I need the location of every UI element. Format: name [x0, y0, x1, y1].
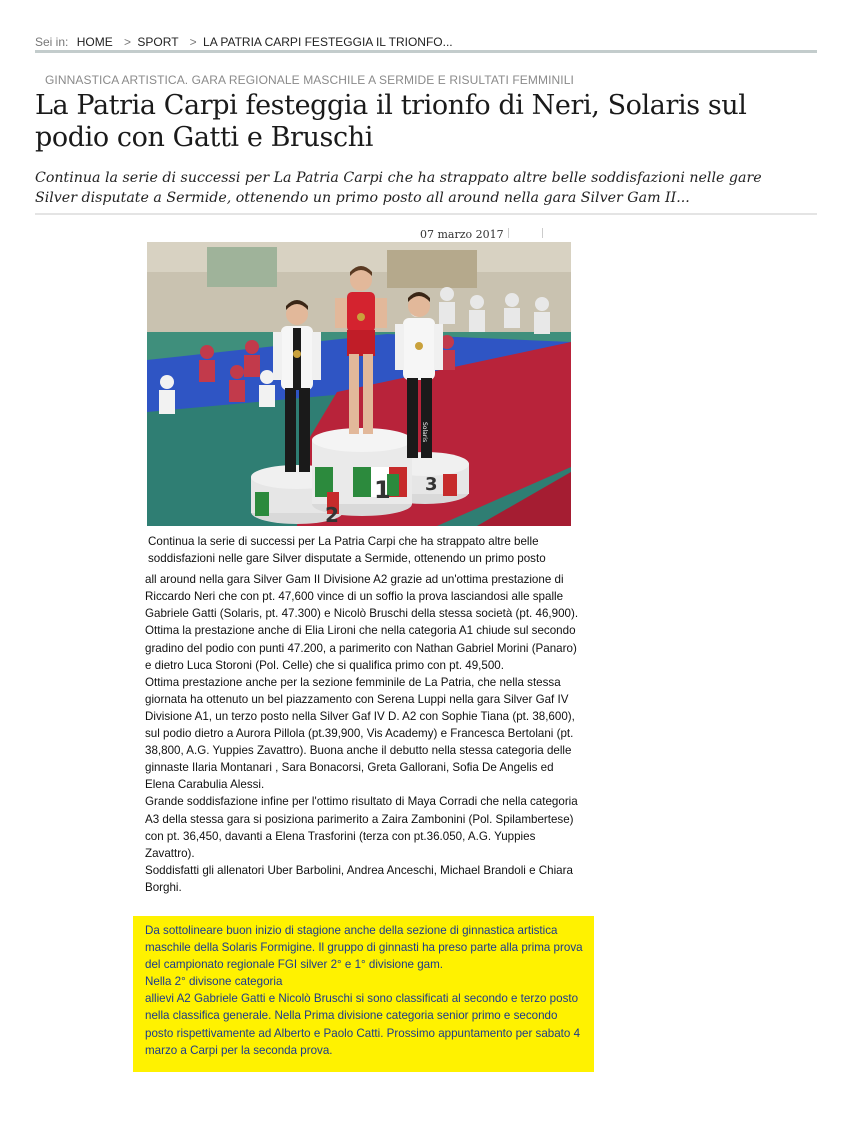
- highlight-paragraph: allievi A2 Gabriele Gatti e Nicolò Bruschi si sono classificati al secondo e terzo posto nella classifica generale. Nella Prima divisione categoria senior primo e secondo posto rispettivamente ad Alberto e Paolo Catti. Prossimo appuntamento per sabato 4 marzo a Carpi per la seconda prova.: [145, 992, 581, 1057]
- highlight-text: [145, 922, 585, 1059]
- body-paragraph: Ottima prestazione anche per la sezione femminile de La Patria, che nella stessa giornata ha ottenuto un bel piazzamento con Serena Luppi nella gara Silver Gaf IV Divisione A1, un terzo posto nella Silver Gaf IV D. A2 con Sophie Tiana (pt. 38,600), sul podio dietro a Aurora Pillola (pt.39,900, Vis Academy) e Francesca Bertolani (pt. 38,800, A.G. Yuppies Zavattro). Buona anche il debutto nella stessa categoria delle ginnaste Ilaria Montanari , Sara Bonacorsi, Greta Gallorani, Sofia De Angelis ed Elena Carabulia Alessi.: [145, 675, 575, 792]
- podium-number-1: 1: [374, 476, 391, 504]
- podium-number-2: 2: [325, 503, 339, 526]
- body-paragraph: Continua la serie di successi per La Patria Carpi che ha strappato altre belle soddisfazioni nelle gare Silver disputate a Sermide, ottenendo un primo posto: [148, 535, 546, 566]
- breadcrumb: [35, 35, 817, 49]
- breadcrumb-separator: >: [124, 35, 132, 49]
- shirt-text: Solaris: [421, 422, 428, 443]
- breadcrumb-lead: Sei in:: [35, 35, 69, 49]
- article-photo: [147, 242, 571, 526]
- highlight-paragraph: Nella 2° divisone categoria: [145, 975, 283, 989]
- article-kicker: GINNASTICA ARTISTICA. GARA REGIONALE MASCHILE A SERMIDE E RISULTATI FEMMINILI: [45, 73, 574, 87]
- breadcrumb-sport-link[interactable]: SPORT: [137, 35, 179, 49]
- article-date: 07 marzo 2017: [420, 228, 504, 241]
- body-paragraph: Soddisfatti gli allenatori Uber Barbolini, Andrea Anceschi, Michael Brandoli e Chiara Borghi.: [145, 863, 573, 894]
- breadcrumb-separator: >: [189, 35, 197, 49]
- article-subtitle: Continua la serie di successi per La Patria Carpi che ha strappato altre belle soddisfazioni nelle gare Silver disputate a Sermide, ottenendo un primo posto all around nella gara Silver Gam II...: [35, 170, 762, 206]
- breadcrumb-current: LA PATRIA CARPI FESTEGGIA IL TRIONFO...: [203, 35, 453, 49]
- header-divider: [35, 50, 817, 53]
- subtitle-divider: [35, 213, 817, 215]
- body-paragraph: all around nella gara Silver Gam II Divisione A2 grazie ad un'ottima prestazione di Riccardo Neri che con pt. 47,600 vince di un soffio la prova lasciandosi alle spalle Gabriele Gatti (Solaris, pt. 47.300) e Nicolò Bruschi della stessa società (pt. 46,900). Ottima la prestazione anche di Elia Lironi che nella categoria A1 chiude sul secondo gradino del podio con punti 47.200, a parimerito con Nathan Gabriel Morini (Panaro) e dietro Luca Storoni (Pol. Celle) che si qualifica primo con pt. 49,500.: [145, 573, 579, 672]
- podium-number-3: 3: [425, 474, 438, 495]
- date-separator: [542, 228, 543, 238]
- article-title: La Patria Carpi festeggia il trionfo di Neri, Solaris sul podio con Gatti e Bruschi: [35, 90, 747, 153]
- article-body: [145, 533, 585, 896]
- body-paragraph: Grande soddisfazione infine per l'ottimo risultato di Maya Corradi che nella categoria A3 della stessa gara si posiziona parimerito a Zaira Zambonini (Pol. Spilambertese) con pt. 36,450, davanti a Elena Trasforini (terza con pt.36.050, A.G. Yuppies Zavattro).: [145, 795, 578, 860]
- breadcrumb-home-link[interactable]: HOME: [76, 35, 113, 49]
- highlight-paragraph: Da sottolineare buon inizio di stagione anche della sezione di ginnastica artistica maschile della Solaris Formigine. Il gruppo di ginnasti ha preso parte alla prima prova del campionato regionale FGI silver 2° e 1° divisione gam.: [145, 924, 583, 972]
- date-separator: [508, 228, 509, 238]
